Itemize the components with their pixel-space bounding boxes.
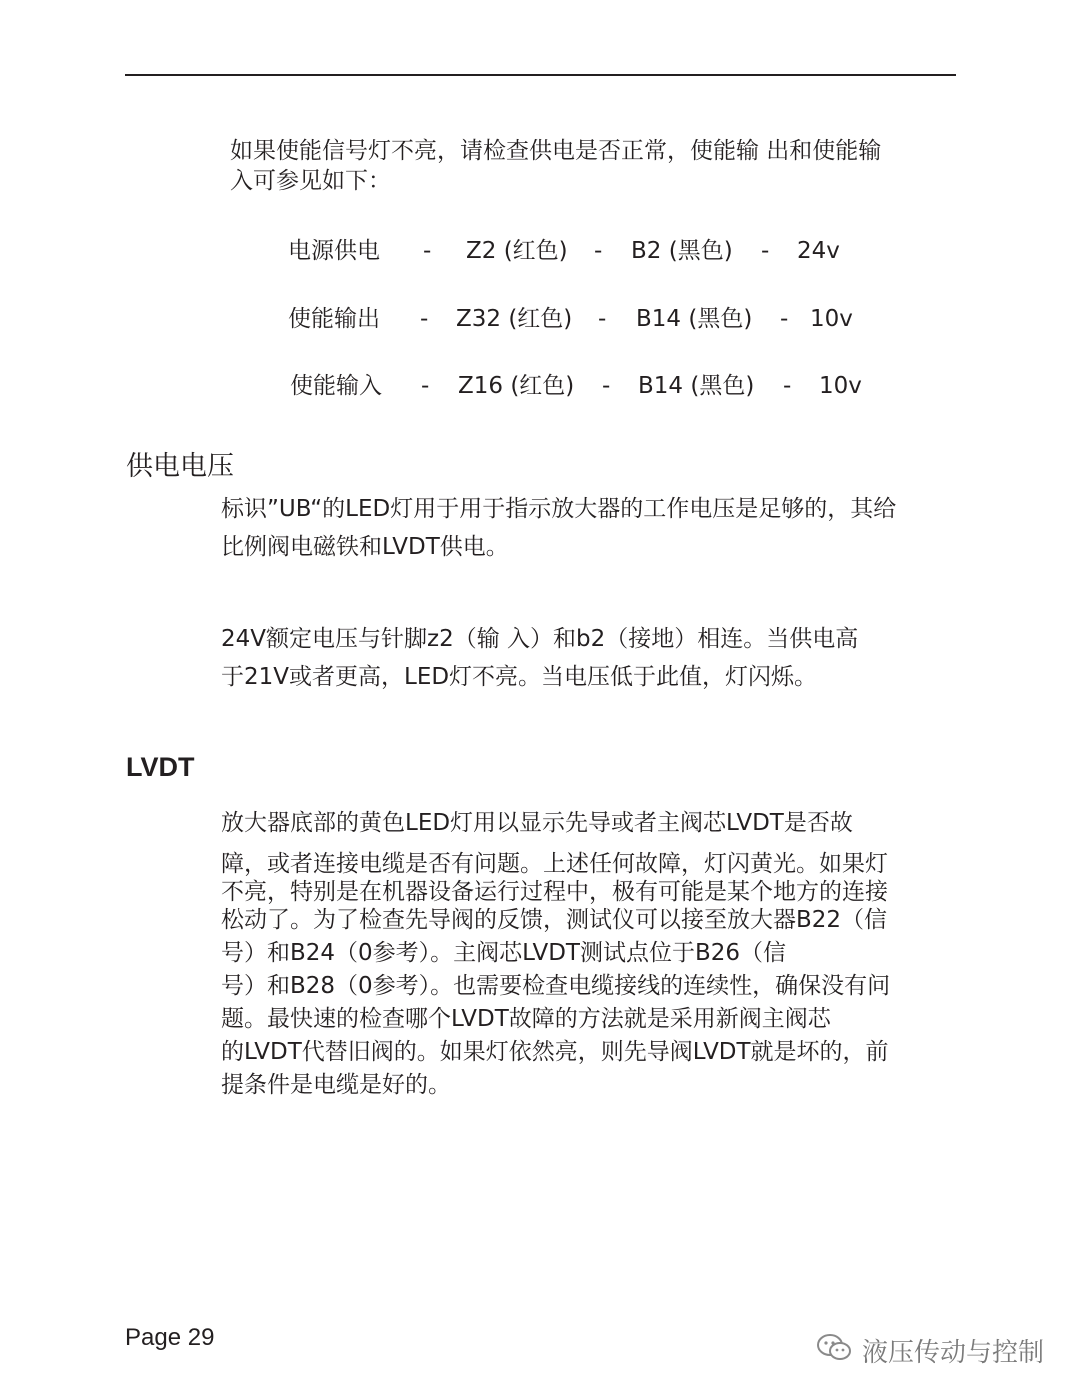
pin-dash: - (598, 306, 607, 332)
supply-paragraph-1 (221, 490, 961, 566)
pin-volt: 10v (819, 373, 862, 399)
pin-dash: - (783, 373, 792, 399)
text-line: 提条件是电缆是好的。 (221, 1072, 451, 1098)
text-line: 不亮，特别是在机器设备运行过程中，极有可能是某个地方的连接 (221, 879, 888, 905)
pin-row-enable-in (288, 370, 862, 402)
pin-black: B14 (黑色) (636, 306, 753, 332)
heading-supply-voltage: 供电电压 (126, 451, 234, 482)
pin-dash: - (420, 306, 429, 332)
text-line: 24V额定电压与针脚z2（输 入）和b2（接地）相连。当供电高 (221, 626, 859, 652)
pin-volt: 10v (810, 306, 853, 332)
heading-lvdt: LVDT (126, 752, 195, 782)
text-line: 的LVDT代替旧阀的。如果灯依然亮，则先导阀LVDT就是坏的，前 (221, 1039, 889, 1065)
watermark (816, 1330, 1044, 1370)
pin-red: Z16 (红色) (458, 373, 575, 399)
pin-label: 电源供电 (288, 238, 380, 264)
page-number: Page 29 (125, 1324, 215, 1351)
pin-dash: - (421, 373, 430, 399)
pin-dash: - (594, 238, 603, 264)
text-line: 比例阀电磁铁和LVDT供电。 (221, 534, 509, 560)
text-line: 放大器底部的黄色LED灯用以显示先导或者主阀芯LVDT是否故 (221, 810, 853, 836)
text-line: 于21V或者更高，LED灯不亮。当电压低于此值，灯闪烁。 (221, 664, 818, 690)
top-rule (125, 74, 956, 76)
pin-label: 使能输入 (290, 373, 382, 399)
intro-line: 如果使能信号灯不亮，请检查供电是否正常，使能输 出和使能输 (230, 138, 882, 164)
text-line: 松动了。为了检查先导阀的反馈，测试仪可以接至放大器B22（信 (221, 907, 888, 933)
pin-volt: 24v (797, 238, 840, 264)
intro-line: 入可参见如下： (230, 168, 391, 194)
pin-red: Z2 (红色) (466, 238, 568, 264)
pin-dash: - (780, 306, 789, 332)
text-line: 题。最快速的检查哪个LVDT故障的方法就是采用新阀主阀芯 (221, 1006, 831, 1032)
intro-paragraph (230, 136, 950, 196)
text-line: 标识”UB“的LED灯用于用于指示放大器的工作电压是足够的，其给 (221, 496, 897, 522)
pin-dash: - (761, 238, 770, 264)
text-line: 号）和B28（0参考）。也需要检查电缆接线的连续性，确保没有问 (221, 973, 891, 999)
text-line: 号）和B24（0参考）。主阀芯LVDT测试点位于B26（信 (221, 940, 787, 966)
pin-label: 使能输出 (288, 306, 380, 332)
watermark-text: 液压传动与控制 (862, 1337, 1045, 1368)
pin-dash: - (602, 373, 611, 399)
pin-red: Z32 (红色) (456, 306, 573, 332)
pin-row-enable-out (288, 303, 853, 335)
pin-black: B14 (黑色) (638, 373, 755, 399)
supply-paragraph-2 (221, 620, 961, 696)
wechat-icon (816, 1333, 852, 1367)
pin-black: B2 (黑色) (631, 238, 733, 264)
pin-row-power (288, 235, 840, 267)
pin-dash: - (423, 238, 432, 264)
text-line: 障，或者连接电缆是否有问题。上述任何故障，灯闪黄光。如果灯 (221, 851, 888, 877)
